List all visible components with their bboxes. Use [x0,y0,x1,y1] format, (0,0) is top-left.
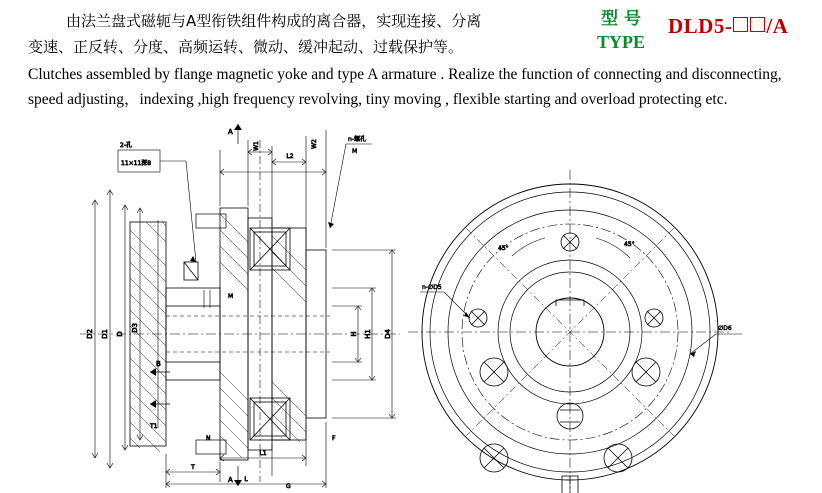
svg-text:F: F [332,435,336,442]
english-line-1: Clutches assembled by flange magnetic yoke and type A armature . Realize the function of connecting and disconnecting, [28,66,782,83]
type-code [668,14,788,39]
type-code-blank-2 [750,17,765,32]
svg-text:A: A [228,476,233,484]
svg-text:M: M [352,148,358,155]
type-label [586,8,656,54]
svg-text:H: H [350,331,358,337]
svg-text:D4: D4 [384,329,392,339]
svg-text:45°: 45° [624,241,635,248]
svg-text:H1: H1 [364,329,372,339]
section-mark-a [234,124,242,486]
svg-text:A: A [228,128,233,136]
left-section-view [80,124,400,490]
right-front-view [408,170,742,493]
svg-text:M: M [228,293,234,300]
svg-text:D1: D1 [101,329,109,339]
svg-text:n-∅D5: n-∅D5 [422,284,442,291]
svg-text:D2: D2 [86,329,94,339]
section-mark-b [150,360,170,408]
svg-text:B: B [156,360,161,368]
svg-text:n-螺孔: n-螺孔 [348,136,366,143]
svg-text:45°: 45° [498,245,509,252]
type-label-cn: 型 号 [601,9,641,29]
svg-text:T1: T1 [150,423,158,430]
chinese-line-1: 由法兰盘式磁轭与A型衔铁组件构成的离合器，实现连接、分离 [66,12,482,30]
type-code-blank-1 [733,17,748,32]
chinese-description [28,8,588,60]
svg-text:L2: L2 [286,153,294,160]
svg-text:T: T [191,464,195,471]
type-code-suffix: /A [766,14,789,38]
bolt-circle-leader [420,284,470,318]
technical-drawing [0,110,822,493]
chinese-line-2: 变速、正反转、分度、高频运转、微动、缓冲起动、过载保护等。 [28,38,464,56]
english-description [28,62,808,112]
svg-text:L: L [244,476,248,483]
svg-text:D3: D3 [131,323,139,333]
svg-text:∅D6: ∅D6 [718,325,732,332]
type-label-en: TYPE [596,32,645,52]
english-line-2: speed adjusting，indexing ,high frequency revolving, tiny moving , flexible starting and overload protecting etc. [28,91,728,108]
thread-callout [328,135,372,228]
svg-text:G: G [286,483,291,490]
svg-text:11×11深8: 11×11深8 [121,160,152,167]
svg-text:W2: W2 [311,139,318,149]
svg-text:2-孔: 2-孔 [120,142,132,149]
svg-text:L1: L1 [259,450,267,457]
pitch-diameter-leader [690,325,742,357]
type-code-prefix: DLD5- [668,14,733,38]
svg-text:N: N [206,435,211,442]
svg-text:W1: W1 [253,141,260,151]
svg-text:D: D [116,331,124,337]
keyway [184,262,198,280]
